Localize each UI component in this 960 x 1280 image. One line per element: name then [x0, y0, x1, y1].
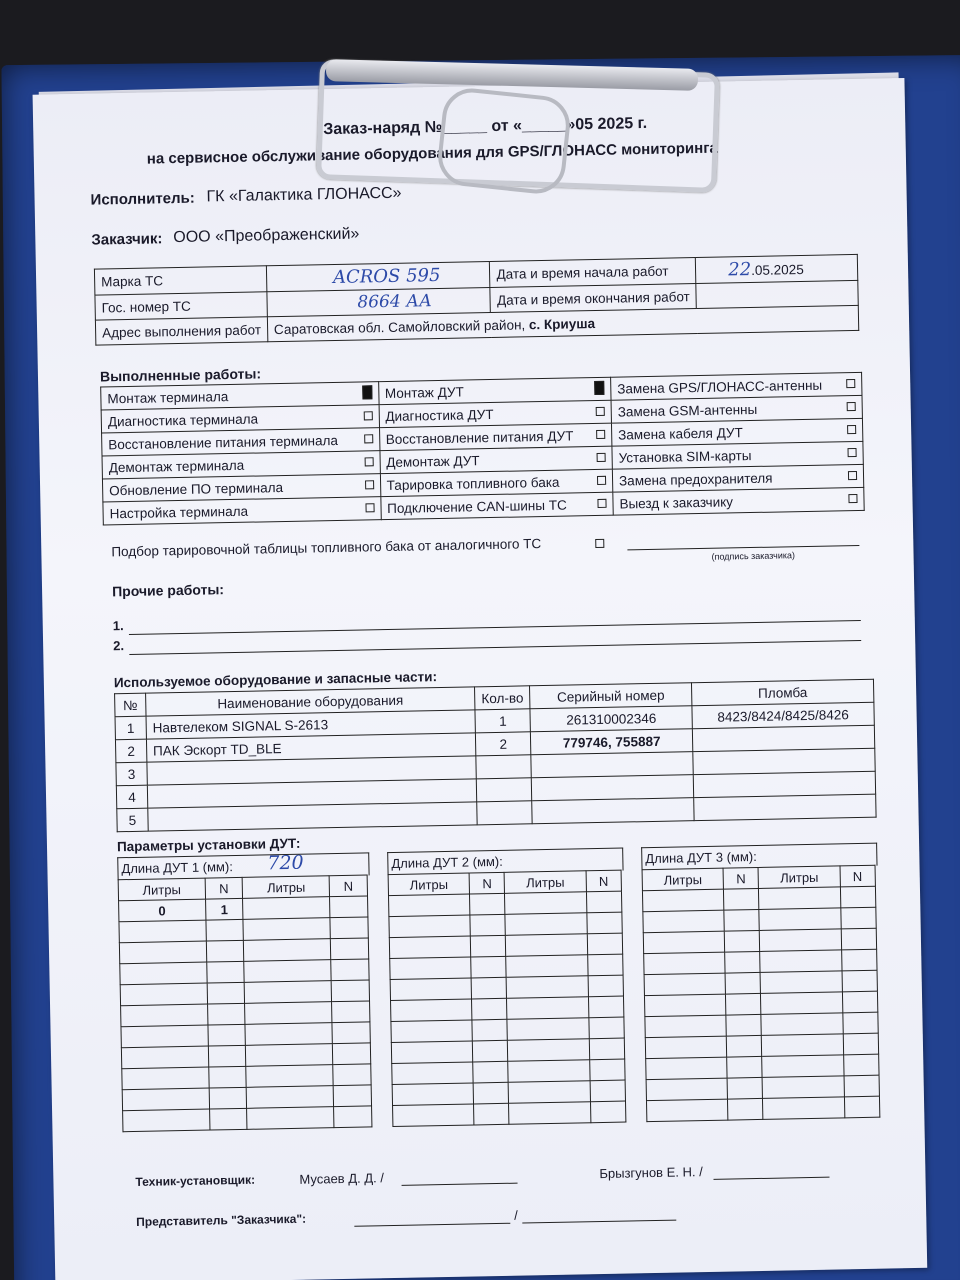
dut-cell[interactable] [588, 996, 624, 1018]
dut-cell[interactable]: 0 [119, 899, 206, 922]
customer-signature-line [627, 545, 859, 550]
dut-cell[interactable] [507, 1018, 588, 1041]
work-checkbox[interactable] [597, 453, 606, 462]
dut-cell[interactable] [472, 1040, 508, 1062]
dut-column-header: N [723, 867, 759, 889]
dut-cell[interactable] [841, 949, 877, 971]
dut-cell[interactable] [762, 1055, 843, 1078]
works-table [100, 372, 865, 526]
work-item-label: Демонтаж ДУТ [386, 452, 480, 470]
customer-label: Заказчик: [91, 230, 163, 249]
customer-value: ООО «Преображенский» [173, 225, 360, 247]
start-label: Дата и время начала работ [490, 258, 696, 288]
dut-row [123, 1106, 372, 1132]
dut-cell[interactable] [726, 1014, 762, 1036]
dut-cell[interactable] [392, 1083, 473, 1106]
dut-cell[interactable] [840, 907, 876, 929]
work-checkbox[interactable] [364, 434, 373, 443]
work-checkbox[interactable] [847, 402, 856, 411]
dut-cell[interactable] [643, 931, 724, 954]
dut-cell[interactable] [332, 1043, 370, 1065]
dut-cell[interactable] [505, 913, 586, 936]
dut-cell[interactable] [724, 888, 760, 910]
work-item-label: Выезд к заказчику [619, 493, 734, 512]
equipment-cell [532, 798, 694, 824]
other-work-1-line[interactable] [129, 620, 861, 635]
dut-cell[interactable] [724, 909, 760, 931]
dut-cell[interactable] [843, 1033, 879, 1055]
dut-cell[interactable] [644, 952, 725, 975]
dut-cell[interactable] [472, 998, 508, 1020]
dut-cell[interactable] [508, 1060, 589, 1083]
work-checkbox[interactable] [597, 476, 606, 485]
title-line-2: на сервисное обслуживание оборудования для GPS/ГЛОНАСС мониторинга [146, 139, 718, 168]
work-checkbox[interactable] [597, 499, 606, 508]
dut-cell[interactable] [761, 1013, 842, 1036]
equipment-column-header: Пломба [692, 679, 874, 705]
dut-cell[interactable] [122, 1067, 209, 1090]
address-text: Саратовская обл. Самойловский район, [273, 316, 526, 337]
dut-cell[interactable] [244, 939, 331, 962]
equipment-column-header: Серийный номер [530, 683, 692, 709]
dut1-label: Длина ДУТ 1 (мм): [121, 859, 233, 877]
dut-column-header: Литры [505, 871, 586, 894]
dut-cell[interactable] [331, 959, 369, 981]
dut-cell[interactable] [472, 1019, 508, 1041]
dut-cell[interactable] [391, 1020, 472, 1043]
dut-column-header: N [586, 870, 622, 892]
dut2-header-box [387, 848, 623, 876]
dut-column-header: Литры [642, 868, 723, 891]
equipment-cell: ПАК Эскорт TD_BLE [146, 733, 476, 762]
equipment-cell [531, 775, 693, 801]
work-checkbox[interactable] [594, 381, 604, 395]
representative-slash: / [514, 1207, 518, 1223]
other-works-heading: Прочие работы: [111, 581, 225, 600]
equipment-cell [693, 748, 875, 774]
clipboard-clip-ring [435, 86, 573, 197]
representative-name-line[interactable] [522, 1220, 676, 1224]
work-checkbox[interactable] [365, 480, 374, 489]
executor-label: Исполнитель: [90, 189, 195, 209]
work-item-label: Замена кабеля ДУТ [618, 424, 743, 443]
dut-cell[interactable] [247, 1107, 334, 1130]
dut-cell[interactable] [588, 1017, 624, 1039]
dut-cell[interactable] [728, 1098, 764, 1120]
dut-cell[interactable] [473, 1061, 509, 1083]
dut-cell[interactable] [330, 917, 368, 939]
dut-cell[interactable] [589, 1059, 625, 1081]
dut-cell[interactable] [586, 891, 622, 913]
dut-cell[interactable] [121, 1046, 208, 1069]
dut-cell[interactable] [243, 918, 330, 941]
work-item-label: Установка SIM-карты [618, 447, 752, 466]
dut-cell[interactable] [586, 912, 622, 934]
dut-cell[interactable] [759, 908, 840, 931]
dut-cell[interactable] [587, 933, 623, 955]
start-value [696, 254, 858, 283]
dut-cell[interactable] [474, 1103, 510, 1125]
work-checkbox[interactable] [363, 411, 372, 420]
dut-cell[interactable] [725, 951, 761, 973]
work-checkbox[interactable] [596, 430, 605, 439]
dut-row [646, 1096, 879, 1121]
dut-cell[interactable] [727, 1056, 763, 1078]
representative-label: Представитель "Заказчика": [136, 1211, 307, 1229]
address-village: с. Криуша [528, 315, 596, 332]
dut-cell[interactable] [645, 1015, 726, 1038]
dut-cell[interactable] [471, 977, 507, 999]
dut-cell[interactable] [332, 1022, 370, 1044]
dut-cell[interactable] [120, 983, 207, 1006]
dut-column-header: N [840, 865, 876, 887]
dut-cell[interactable] [762, 1034, 843, 1057]
dut-cell[interactable] [207, 982, 245, 1004]
technician-label: Техник-установщик: [135, 1172, 256, 1189]
dut-cell[interactable] [590, 1080, 626, 1102]
executor-value: ГК «Галактика ГЛОНАСС» [206, 184, 402, 206]
dut-cell[interactable] [245, 1002, 332, 1025]
dut-column-header: N [329, 875, 367, 897]
dut-heading: Параметры установки ДУТ: [116, 835, 301, 855]
dut-cell[interactable] [243, 897, 330, 920]
dut2-table [388, 870, 627, 1127]
dut-cell[interactable] [842, 1012, 878, 1034]
dut-cell[interactable] [209, 1108, 247, 1130]
dut-cell[interactable] [761, 971, 842, 994]
dut-cell[interactable] [506, 934, 587, 957]
dut-cell[interactable] [589, 1038, 625, 1060]
equipment-cell: 4 [116, 785, 147, 809]
calibration-note: Подбор тарировочной таблицы топливного бака от аналогичного ТС [111, 536, 542, 560]
dut-column-header: Литры [118, 878, 205, 901]
dut-cell[interactable] [389, 936, 470, 959]
dut-cell[interactable] [509, 1102, 590, 1125]
dut-cell[interactable] [726, 1035, 762, 1057]
work-checkbox[interactable] [848, 471, 857, 480]
dut-cell[interactable] [334, 1106, 372, 1128]
dut-cell[interactable] [389, 894, 470, 917]
equipment-table [114, 679, 877, 833]
work-item-label: Восстановление питания ДУТ [385, 427, 574, 447]
dut-cell[interactable] [209, 1087, 247, 1109]
dut-cell[interactable] [331, 980, 369, 1002]
equipment-cell: 1 [475, 709, 530, 733]
equipment-cell [694, 794, 876, 820]
representative-signature-line[interactable] [354, 1223, 510, 1227]
dut-cell[interactable] [333, 1064, 371, 1086]
work-checkbox[interactable] [846, 379, 855, 388]
dut-cell[interactable] [763, 1076, 844, 1099]
equipment-column-header: Наименование оборудования [145, 687, 475, 716]
equipment-column-header: № [115, 693, 146, 717]
dut-cell[interactable] [508, 1039, 589, 1062]
dut-cell[interactable] [724, 930, 760, 952]
dut-cell[interactable] [844, 1096, 880, 1118]
dut-cell[interactable] [244, 960, 331, 983]
work-checkbox[interactable] [365, 503, 374, 512]
dut-cell[interactable] [246, 1065, 333, 1088]
work-order-sheet [33, 78, 928, 1280]
start-date-rest: .05.2025 [751, 261, 804, 278]
dut-cell[interactable] [393, 1104, 474, 1127]
equipment-cell: 2 [115, 739, 146, 763]
dut3-table [642, 865, 881, 1122]
equipment-cell: 261310002346 [530, 706, 692, 732]
equipment-cell: 1 [115, 716, 146, 740]
brand-handwritten: ACROS 595 [332, 264, 441, 289]
dut-column-header: N [469, 872, 505, 894]
dut-cell[interactable] [470, 914, 506, 936]
dut-cell[interactable] [473, 1082, 509, 1104]
technician-2-name: Брызгунов Е. Н. / [599, 1164, 703, 1182]
equipment-column-header: Кол-во [475, 686, 530, 710]
other-work-1-num: 1. [112, 618, 124, 634]
work-checkbox[interactable] [364, 457, 373, 466]
technician-2-signature-line[interactable] [714, 1177, 830, 1180]
dut-cell[interactable] [470, 935, 506, 957]
dut-cell[interactable] [208, 1066, 246, 1088]
dut-cell[interactable] [206, 961, 244, 983]
dut-cell[interactable] [206, 940, 244, 962]
equipment-cell: 3 [116, 762, 147, 786]
dut-cell[interactable] [842, 970, 878, 992]
dut-column-header: Литры [388, 873, 469, 896]
equipment-heading: Используемое оборудование и запасные части: [113, 669, 438, 691]
equipment-cell [148, 802, 478, 831]
equipment-cell: 5 [117, 808, 148, 832]
dut-cell[interactable] [247, 1086, 334, 1109]
dut-cell[interactable] [506, 955, 587, 978]
dut-cell[interactable] [644, 973, 725, 996]
start-day-handwritten: 22 [728, 258, 752, 281]
dut-cell[interactable] [725, 972, 761, 994]
works-heading: Выполненные работы: [99, 365, 262, 385]
dut-cell[interactable] [587, 954, 623, 976]
dut-cell[interactable]: 1 [205, 898, 243, 920]
dut1-table [118, 874, 373, 1132]
dut-cell[interactable] [760, 929, 841, 952]
dut-cell[interactable] [122, 1088, 209, 1111]
dut-cell[interactable] [507, 976, 588, 999]
work-item-label: Подключение CAN-шины ТС [386, 497, 567, 516]
equipment-cell: 8423/8424/8425/8426 [692, 702, 874, 728]
dut-cell[interactable] [246, 1044, 333, 1067]
dut-cell[interactable] [759, 887, 840, 910]
dut-cell[interactable] [208, 1045, 246, 1067]
dut-cell[interactable] [642, 889, 723, 912]
work-item-label: Настройка терминала [109, 503, 249, 521]
work-item-label: Диагностика терминала [107, 410, 259, 429]
dut-cell[interactable] [392, 1062, 473, 1085]
dut-cell[interactable] [245, 981, 332, 1004]
work-item-label: Замена GPS/ГЛОНАСС-антенны [617, 377, 823, 397]
dut-cell[interactable] [841, 928, 877, 950]
work-item-label: Тарировка топливного бака [386, 474, 560, 493]
dut-column-header: N [205, 877, 243, 899]
dut-cell[interactable] [121, 1025, 208, 1048]
dut-cell[interactable] [391, 999, 472, 1022]
dut-cell[interactable] [727, 1077, 763, 1099]
work-checkbox[interactable] [847, 425, 856, 434]
dut-column-header: Литры [243, 876, 330, 899]
work-checkbox[interactable] [596, 407, 605, 416]
dut-cell[interactable] [840, 886, 876, 908]
dut1-length-handwritten: 720 [267, 851, 304, 875]
work-checkbox[interactable] [847, 448, 856, 457]
dut-cell[interactable] [245, 1023, 332, 1046]
other-work-2-line[interactable] [129, 640, 861, 655]
dut-cell[interactable] [844, 1075, 880, 1097]
dut-cell[interactable] [843, 1054, 879, 1076]
dut-cell[interactable] [389, 915, 470, 938]
title-line-1: Заказ-наряд №_____ от «_____»05 2025 г. [323, 114, 648, 139]
dut-cell[interactable] [470, 893, 506, 915]
works-cell [380, 492, 613, 519]
work-checkbox[interactable] [362, 385, 372, 399]
dut-cell[interactable] [330, 938, 368, 960]
dut-cell[interactable] [390, 978, 471, 1001]
dut1-header-box [117, 852, 369, 880]
dut3-header-box [641, 843, 877, 871]
dut-cell[interactable] [760, 950, 841, 973]
work-item-label: Диагностика ДУТ [385, 406, 494, 424]
dut-cell[interactable] [333, 1085, 371, 1107]
dut-cell[interactable] [206, 919, 244, 941]
dut3-label: Длина ДУТ 3 (мм): [645, 848, 757, 867]
dut-cell[interactable] [763, 1097, 844, 1120]
dut-cell[interactable] [646, 1099, 727, 1122]
works-cell [613, 487, 864, 515]
equipment-cell: 2 [476, 732, 531, 756]
dut-cell[interactable] [842, 991, 878, 1013]
equipment-cell [477, 801, 532, 825]
works-cell [103, 497, 381, 525]
dut-cell[interactable] [590, 1101, 626, 1123]
technician-1-signature-line[interactable] [402, 1183, 518, 1186]
work-item-label: Обновление ПО терминала [109, 479, 284, 498]
work-item-label: Монтаж ДУТ [384, 384, 464, 401]
dut-cell[interactable] [646, 1057, 727, 1080]
end-value [696, 280, 858, 308]
brand-label: Марка ТС [94, 266, 266, 295]
equipment-cell: Навтелеком SIGNAL S-2613 [146, 710, 476, 739]
dut-cell[interactable] [644, 994, 725, 1017]
dut-cell[interactable] [643, 910, 724, 933]
dut-cell[interactable] [507, 997, 588, 1020]
equipment-cell [531, 752, 693, 778]
dut-cell[interactable] [123, 1109, 210, 1132]
dut-cell[interactable] [330, 896, 368, 918]
dut-row [393, 1101, 626, 1126]
signature-caption: (подпись заказчика) [711, 550, 796, 562]
dut-cell[interactable] [509, 1081, 590, 1104]
equipment-cell [476, 755, 531, 779]
work-item-label: Монтаж терминала [107, 388, 229, 406]
work-item-label: Восстановление питания терминала [108, 432, 339, 452]
vehicle-info-table [94, 254, 859, 346]
dut-cell[interactable] [505, 892, 586, 915]
dut-cell[interactable] [119, 941, 206, 964]
dut-cell[interactable] [761, 992, 842, 1015]
plate-label: Гос. номер ТС [95, 292, 267, 320]
dut-cell[interactable] [390, 957, 471, 980]
dut-cell[interactable] [332, 1001, 370, 1023]
dut-cell[interactable] [645, 1036, 726, 1059]
work-item-label: Замена предохранителя [618, 470, 773, 489]
technician-1-name: Мусаев Д. Д. / [299, 1170, 385, 1187]
work-item-label: Демонтаж терминала [108, 457, 245, 475]
dut-cell[interactable] [119, 920, 206, 943]
dut-cell[interactable] [121, 1004, 208, 1027]
dut-cell[interactable] [391, 1041, 472, 1064]
end-label: Дата и время окончания работ [490, 284, 696, 313]
dut-cell[interactable] [588, 975, 624, 997]
dut-cell[interactable] [726, 993, 762, 1015]
dut-cell[interactable] [646, 1078, 727, 1101]
dut2-label: Длина ДУТ 2 (мм): [391, 853, 503, 872]
dut-cell[interactable] [207, 1003, 245, 1025]
calibration-checkbox[interactable] [595, 539, 604, 548]
dut-cell[interactable] [208, 1024, 246, 1046]
equipment-cell [476, 778, 531, 802]
work-checkbox[interactable] [848, 494, 857, 503]
plate-handwritten: 8664 АА [357, 291, 433, 313]
dut-cell[interactable] [120, 962, 207, 985]
dut-cell[interactable] [471, 956, 507, 978]
address-label: Адрес выполнения работ [95, 317, 267, 345]
equipment-cell: 779746, 755887 [531, 729, 693, 755]
other-work-2-num: 2. [113, 638, 125, 654]
dut-column-header: Литры [759, 866, 840, 889]
work-item-label: Замена GSM-антенны [617, 401, 758, 420]
